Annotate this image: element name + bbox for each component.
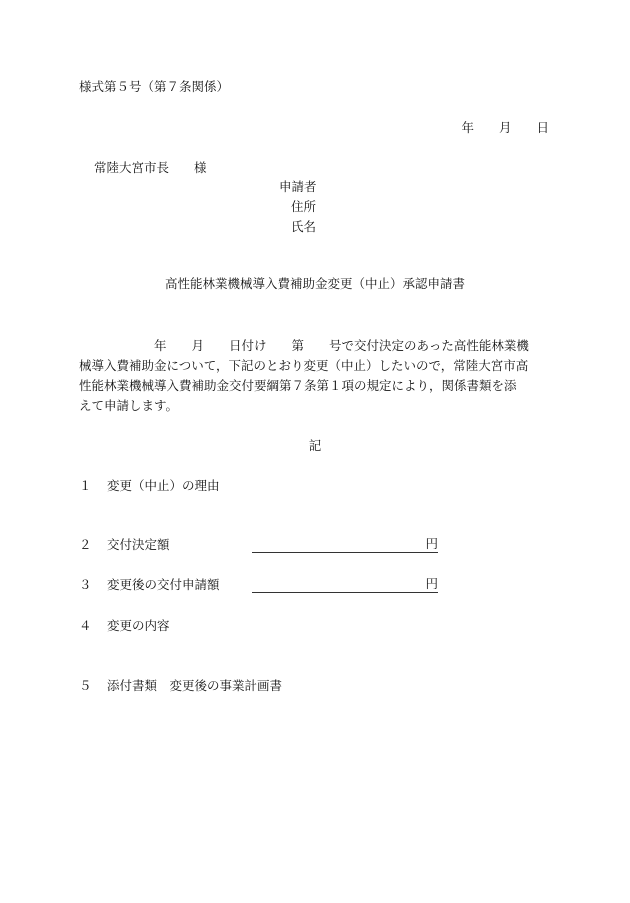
name-label: 氏名 bbox=[291, 219, 317, 234]
body-paragraph bbox=[79, 336, 552, 416]
item-number: ４ bbox=[79, 618, 92, 633]
body-line: 性能林業機械導入費補助金交付要綱第７条第１項の規定により，関係書類を添 bbox=[79, 378, 517, 393]
grant-amount-field[interactable] bbox=[252, 538, 438, 553]
yen-unit: 円 bbox=[425, 536, 438, 551]
body-line: えて申請します。 bbox=[79, 398, 179, 413]
item-label: 変更（中止）の理由 bbox=[107, 478, 220, 493]
address-label: 住所 bbox=[291, 199, 317, 214]
yen-unit: 円 bbox=[425, 576, 438, 591]
item-number: ５ bbox=[79, 678, 92, 693]
document-title: 高性能林業機械導入費補助金変更（中止）承認申請書 bbox=[164, 276, 465, 291]
applicant-label: 申請者 bbox=[279, 179, 317, 194]
item-attachments bbox=[79, 680, 282, 693]
body-line: 械導入費補助金について，下記のとおり変更（中止）したいので，常陸大宮市高 bbox=[79, 358, 529, 373]
item-number: ３ bbox=[79, 577, 92, 592]
item-number: ２ bbox=[79, 537, 92, 552]
item-number: １ bbox=[79, 478, 92, 493]
item-grant-amount bbox=[79, 539, 170, 552]
form-number: 様式第５号（第７条関係） bbox=[79, 79, 230, 94]
item-change-content bbox=[79, 620, 170, 633]
item-change-reason bbox=[79, 480, 220, 493]
revised-amount-field[interactable] bbox=[252, 578, 438, 593]
ki-heading: 記 bbox=[308, 438, 322, 453]
addressee: 常陸大宮市長 様 bbox=[94, 160, 207, 175]
item-label: 変更の内容 bbox=[107, 618, 170, 633]
item-label: 交付決定額 bbox=[107, 537, 170, 552]
body-line: 年 月 日付け 第 号で交付決定のあった高性能林業機 bbox=[79, 338, 529, 353]
item-label: 変更後の交付申請額 bbox=[107, 577, 220, 592]
item-label: 添付書類 変更後の事業計画書 bbox=[107, 678, 283, 693]
item-revised-amount bbox=[79, 579, 220, 592]
date-line: 年 月 日 bbox=[461, 120, 549, 135]
